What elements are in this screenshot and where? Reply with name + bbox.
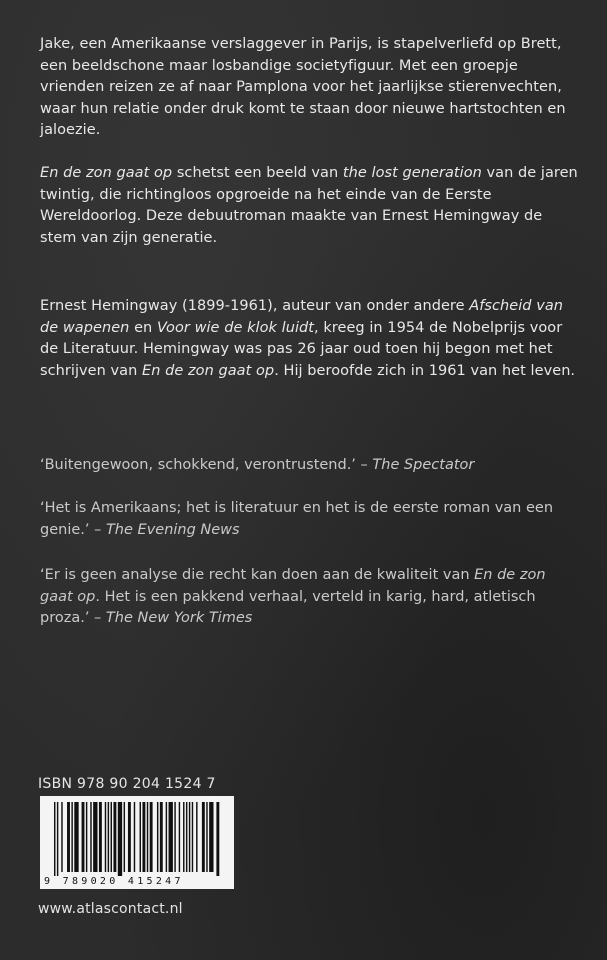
quote-source: The New York Times — [105, 610, 253, 626]
isbn-label: ISBN 978 90 204 1524 7 — [38, 776, 216, 792]
review-quote-evening-news: ‘Het is Amerikaans; het is literatuur en het is de eerste roman van een genie.’ – The Evening News — [40, 500, 554, 538]
author-bio: Ernest Hemingway (1899-1961), auteur van onder andere Afscheid van de wapenen en Voor wie de klok luidt, kreeg in 1954 de Nobelprijs voor de Literatuur. Hemingway was pas 26 jaar oud toen hij begon met het schrijven van En de zon gaat op. Hij beroofde zich in 1961 van het leven. — [40, 298, 576, 379]
lost-generation-phrase: the lost generation — [342, 165, 482, 181]
blurb-paragraph-2: En de zon gaat op schetst een beeld van the lost generation van de jaren twintig, die richtingloos opgroeide na het einde van de Eerste Wereldoorlog. Deze debuutroman maakte van Ernest Hemingway de stem van zijn generatie. — [40, 165, 578, 246]
publisher-website: www.atlascontact.nl — [38, 901, 183, 917]
review-quote-spectator: ‘Buitengewoon, schokkend, verontrustend.’ – The Spectator — [40, 457, 475, 473]
book-title: En de zon gaat op — [40, 165, 173, 181]
review-quote-nyt: ‘Er is geen analyse die recht kan doen aan de kwaliteit van En de zon gaat op. Het is een pakkend verhaal, verteld in karig, hard, atletisch proza.’ – The New York Times — [40, 567, 546, 626]
quote-source: The Evening News — [105, 521, 240, 538]
blurb-paragraph-1: Jake, een Amerikaanse verslaggever in Parijs, is stapelverliefd op Brett, een beeldschone maar losbandige societyfiguur. Met een groepje vrienden reizen ze af naar Pamplona voor het jaarlijkse stierenvechten, waar hun relatie onder druk komt te staan door nieuwe hartstochten en jaloezie. — [40, 36, 566, 138]
isbn-barcode — [40, 796, 234, 889]
quote-source: The Spectator — [372, 457, 475, 473]
barcode-digits: 9 789020 415247 — [44, 876, 184, 887]
